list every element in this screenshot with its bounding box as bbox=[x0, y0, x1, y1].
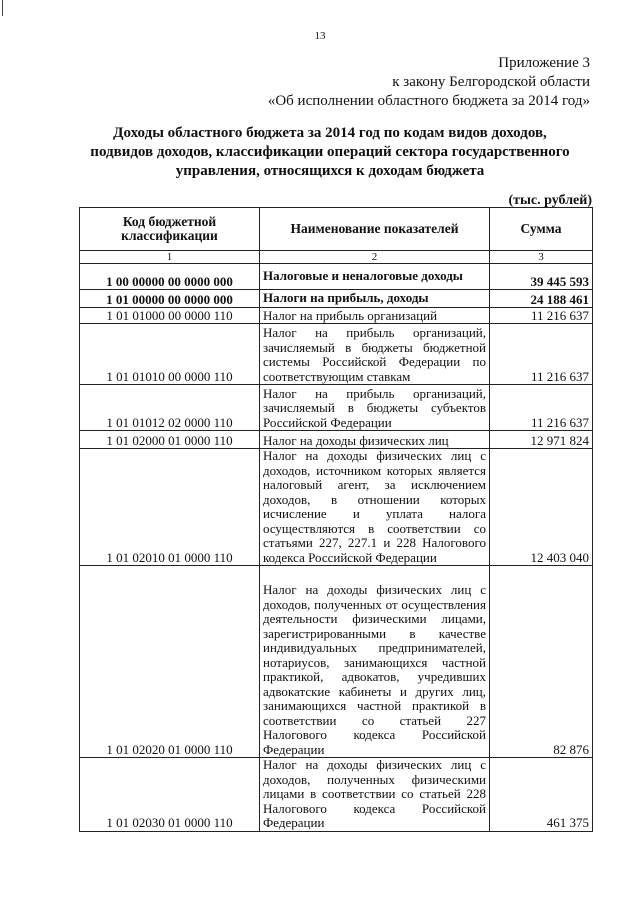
table-row bbox=[80, 264, 593, 290]
row-sum: 24 188 461 bbox=[490, 290, 593, 308]
row-code: 1 00 00000 00 0000 000 bbox=[80, 264, 260, 290]
column-number-3: 3 bbox=[490, 251, 593, 264]
row-sum: 461 375 bbox=[490, 758, 593, 832]
row-code: 1 01 02000 01 0000 110 bbox=[80, 431, 260, 449]
row-sum: 11 216 637 bbox=[490, 308, 593, 324]
row-sum: 12 403 040 bbox=[490, 449, 593, 566]
header-name: Наименование показателей bbox=[260, 208, 490, 251]
row-sum: 82 876 bbox=[490, 566, 593, 758]
row-name: Налог на доходы физических лиц с доходов, источником которых является налоговый агент, за исключением доходов, в отношении которых исчисление и уплата налога осуществляются в соответствии со статьями 227, 227.1 и 228 Налогового кодекса Российской Федерации bbox=[260, 449, 490, 566]
income-table bbox=[79, 207, 593, 832]
table-row bbox=[80, 324, 593, 385]
row-sum: 11 216 637 bbox=[490, 385, 593, 431]
header-sum: Сумма bbox=[490, 208, 593, 251]
scan-edge-mark bbox=[2, 0, 3, 16]
row-name: Налог на доходы физических лиц bbox=[260, 431, 490, 449]
title-line-2: подвидов доходов, классификации операций сектора государственного bbox=[90, 144, 570, 160]
row-code: 1 01 01000 00 0000 110 bbox=[80, 308, 260, 324]
row-code: 1 01 01010 00 0000 110 bbox=[80, 324, 260, 385]
title-line-3: управления, относящихся к доходам бюджета bbox=[175, 163, 485, 179]
row-code: 1 01 01012 02 0000 110 bbox=[80, 385, 260, 431]
table-header-row bbox=[80, 208, 593, 251]
column-number-row bbox=[80, 251, 593, 264]
title-line-1: Доходы областного бюджета за 2014 год по кодам видов доходов, bbox=[113, 125, 547, 141]
row-sum: 39 445 593 bbox=[490, 264, 593, 290]
column-number-2: 2 bbox=[260, 251, 490, 264]
row-name: Налог на доходы физических лиц с доходов, полученных от осуществления деятельности физическими лицами, зарегистрированными в качестве индивидуальных предпринимателей, нотариусов, занимающихся частной практикой, адвокатов, учредивших адвокатские кабинеты и других лиц, занимающихся частной практикой в соответствии со статьей 227 Налогового кодекса Российской Федерации bbox=[260, 566, 490, 758]
row-sum: 11 216 637 bbox=[490, 324, 593, 385]
table-row bbox=[80, 385, 593, 431]
appendix-line-1: Приложение 3 bbox=[498, 55, 590, 71]
appendix-line-2: к закону Белгородской области bbox=[392, 74, 590, 90]
row-name: Налог на прибыль организаций, зачисляемый в бюджеты субъектов Российской Федерации bbox=[260, 385, 490, 431]
table-row bbox=[80, 566, 593, 758]
row-name: Налог на доходы физических лиц с доходов, полученных физическими лицами в соответствии со статьей 228 Налогового кодекса Российской Федерации bbox=[260, 758, 490, 832]
table-row bbox=[80, 758, 593, 832]
table-row bbox=[80, 449, 593, 566]
row-code: 1 01 02020 01 0000 110 bbox=[80, 566, 260, 758]
table-row bbox=[80, 290, 593, 308]
row-name: Налоги на прибыль, доходы bbox=[260, 290, 490, 308]
appendix-reference bbox=[268, 54, 590, 111]
row-name: Налоговые и неналоговые доходы bbox=[260, 264, 490, 290]
header-code: Код бюджетной классификации bbox=[80, 208, 260, 251]
row-sum: 12 971 824 bbox=[490, 431, 593, 449]
table-row bbox=[80, 431, 593, 449]
document-title bbox=[60, 124, 600, 181]
row-code: 1 01 00000 00 0000 000 bbox=[80, 290, 260, 308]
row-name: Налог на прибыль организаций, зачисляемый в бюджеты бюджетной системы Российской Федерации по соответствующим ставкам bbox=[260, 324, 490, 385]
units-label: (тыс. рублей) bbox=[508, 193, 592, 208]
table-row bbox=[80, 308, 593, 324]
page-number: 13 bbox=[314, 30, 326, 42]
column-number-1: 1 bbox=[80, 251, 260, 264]
row-code: 1 01 02010 01 0000 110 bbox=[80, 449, 260, 566]
appendix-line-3: «Об исполнении областного бюджета за 2014 год» bbox=[267, 93, 590, 109]
row-name: Налог на прибыль организаций bbox=[260, 308, 490, 324]
row-code: 1 01 02030 01 0000 110 bbox=[80, 758, 260, 832]
